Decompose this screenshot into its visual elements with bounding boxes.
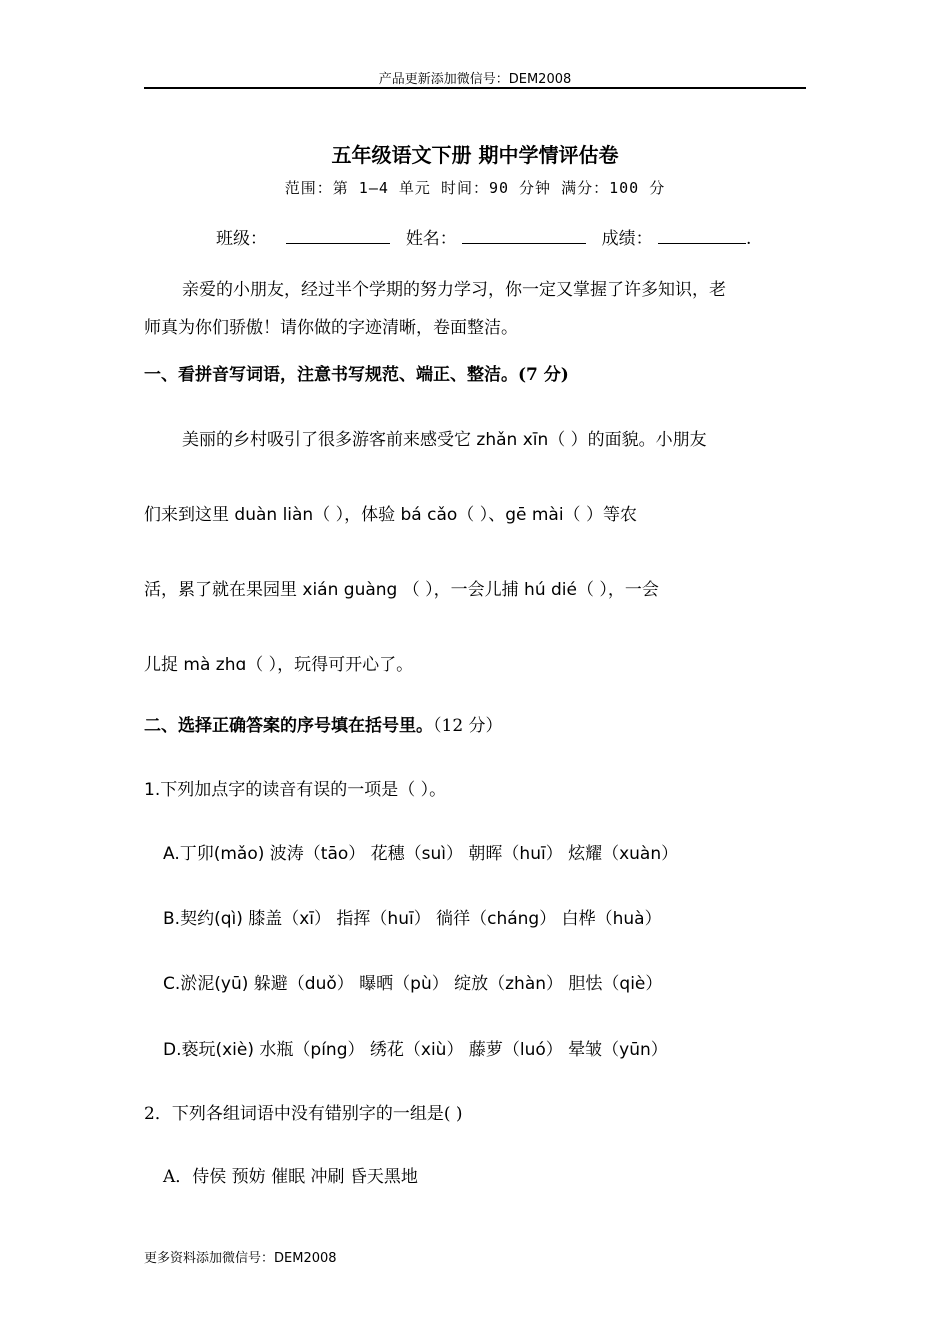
class-blank[interactable] xyxy=(286,229,390,244)
q2-option-a: A．侍侯 预妨 催眠 冲刷 昏天黑地 xyxy=(163,1167,418,1187)
page-header: 产品更新添加微信号：DEM2008 xyxy=(378,72,572,87)
class-label: 班级： xyxy=(216,229,267,249)
q1-option-d: D.亵玩(xiè) 水瓶（píng） 绣花（xiù） 藤萝（luó） 晕皱（yūn） xyxy=(163,1040,668,1060)
name-blank[interactable] xyxy=(462,229,586,244)
info-end: . xyxy=(746,229,752,249)
name-label: 姓名： xyxy=(405,229,457,249)
exam-title: 五年级语文下册 期中学情评估卷 xyxy=(331,143,619,167)
s1-line-3: 活，累了就在果园里 xián guàng （ ），一会儿捕 hú dié（ ），一会 xyxy=(144,580,659,600)
s1-line-2: 们来到这里 duàn liàn（ ），体验 bá cǎo（ ）、gē mài（ ）等农 xyxy=(144,505,637,525)
q1-option-c: C.淤泥(yū) 躲避（duǒ） 曝晒（pù） 绽放（zhàn） 胆怯（qiè） xyxy=(163,974,663,994)
header-rule xyxy=(144,87,806,89)
s1-line-4: 儿捉 mà zhɑ（ ），玩得可开心了。 xyxy=(144,655,414,675)
section-2-title: 二、选择正确答案的序号填在括号里。 xyxy=(144,716,433,736)
s1-line-1: 美丽的乡村吸引了很多游客前来感受它 zhǎn xīn（ ）的面貌。小朋友 xyxy=(182,430,707,450)
q1-option-b: B.契约(qì) 膝盖（xī） 指挥（huī） 徜徉（cháng） 白桦（huà） xyxy=(163,909,662,929)
student-info-row xyxy=(216,224,751,249)
page-footer: 更多资料添加微信号：DEM2008 xyxy=(144,1251,337,1266)
section-1-heading: 一、看拼音写词语，注意书写规范、端正、整洁。(7 分) xyxy=(144,365,569,385)
q1-option-a: A.丁卯(mǎo) 波涛（tāo） 花穗（suì） 朝晖（huī） 炫耀（xuàn） xyxy=(163,844,679,864)
q2-stem: 2．下列各组词语中没有错别字的一组是( ) xyxy=(144,1104,463,1124)
score-label: 成绩： xyxy=(601,229,653,249)
intro-line-2: 师真为你们骄傲！请你做的字迹清晰，卷面整洁。 xyxy=(144,318,518,338)
q1-stem: 1.下列加点字的读音有误的一项是（ ）。 xyxy=(144,780,447,800)
exam-subtitle: 范围：第 1—4 单元 时间：90 分钟 满分：100 分 xyxy=(284,179,666,197)
intro-line-1: 亲爱的小朋友，经过半个学期的努力学习，你一定又掌握了许多知识，老 xyxy=(182,280,726,300)
score-blank[interactable] xyxy=(658,229,746,244)
section-2-points: （12 分） xyxy=(433,716,503,736)
section-2-heading xyxy=(144,711,503,736)
